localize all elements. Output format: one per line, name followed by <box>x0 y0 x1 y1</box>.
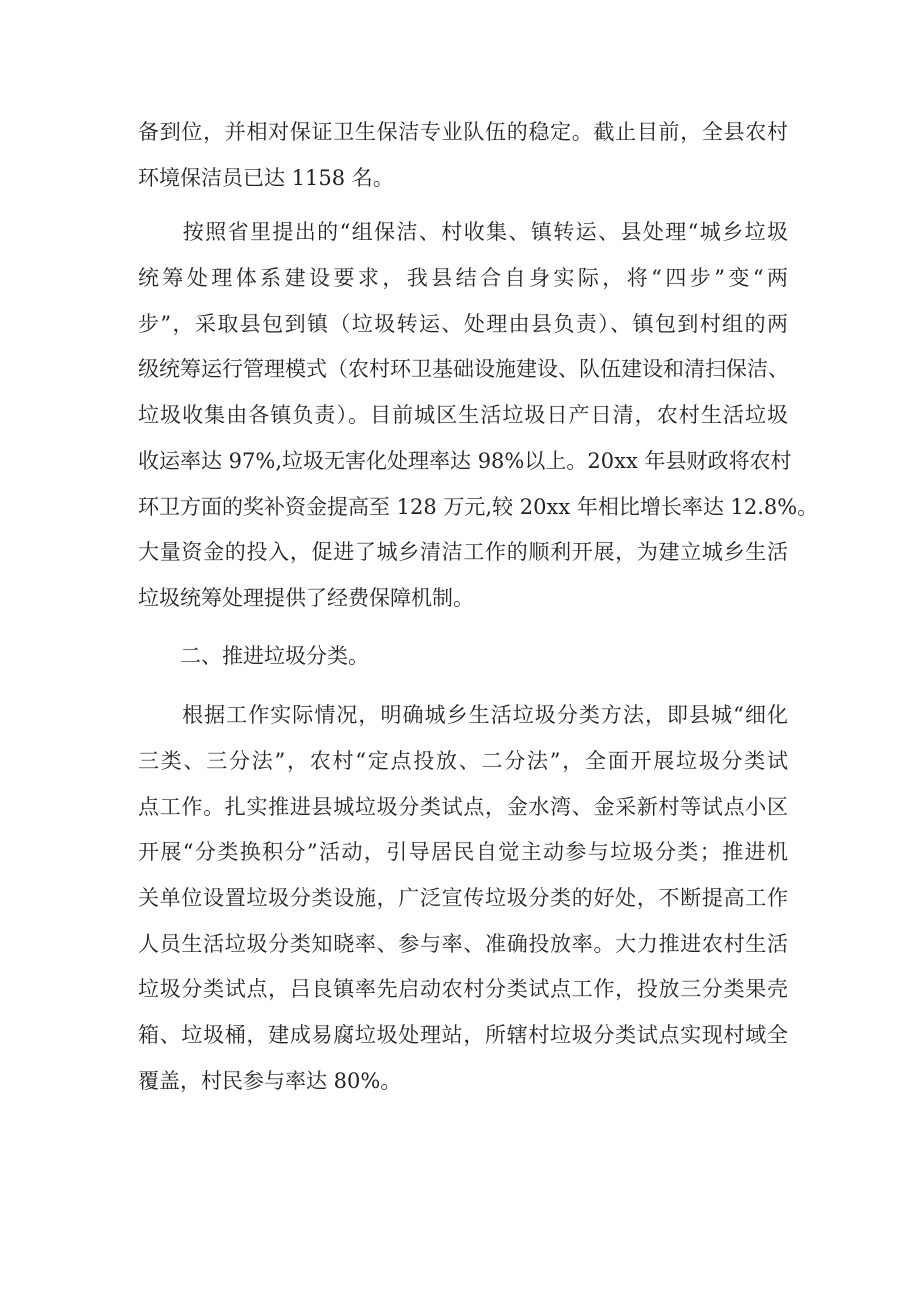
document-page <box>138 110 819 1104</box>
text-line: 按照省里提出的“组保洁、村收集、镇转运、县处理“城乡垃圾 <box>138 220 788 245</box>
paragraph-3 <box>138 693 788 1104</box>
text-line: 步”，采取县包到镇（垃圾转运、处理由县负责）、镇包到村组的两 <box>138 311 788 336</box>
section-heading: 二、推进垃圾分类。 <box>138 643 369 668</box>
text-line: 关单位设置垃圾分类设施，广泛宣传垃圾分类的好处，不断提高工作 <box>138 886 788 910</box>
text-line: 垃圾统筹处理提供了经费保障机制。 <box>138 585 474 610</box>
text-line: 收运率达 97%,垃圾无害化处理率达 98%以上。20xx 年县财政将农村 <box>138 448 792 473</box>
paragraph-2 <box>138 210 819 621</box>
text-line: 开展“分类换积分”活动，引导居民自觉主动参与垃圾分类；推进机 <box>138 840 788 865</box>
text-line: 垃圾分类试点，吕良镇率先启动农村分类试点工作，投放三分类果壳 <box>138 977 788 1002</box>
text-line: 覆盖，村民参与率达 80%。 <box>138 1068 402 1093</box>
text-line: 垃圾收集由各镇负责）。目前城区生活垃圾日产日清，农村生活垃圾 <box>138 403 788 428</box>
text-line: 点工作。扎实推进县城垃圾分类试点，金水湾、金采新村等试点小区 <box>138 794 788 819</box>
text-line: 环境保洁员已达 1158 名。 <box>138 165 394 190</box>
paragraph-1 <box>138 110 788 201</box>
text-line: 备到位，并相对保证卫生保洁专业队伍的稳定。截止目前，全县农村 <box>138 120 788 144</box>
text-line: 大量资金的投入，促进了城乡清洁工作的顺利开展，为建立城乡生活 <box>138 540 788 565</box>
text-line: 级统筹运行管理模式（农村环卫基础设施建设、队伍建设和清扫保洁、 <box>138 357 789 382</box>
text-line: 箱、垃圾桶，建成易腐垃圾处理站，所辖村垃圾分类试点实现村域全 <box>138 1023 788 1048</box>
text-line: 人员生活垃圾分类知晓率、参与率、准确投放率。大力推进农村生活 <box>138 931 788 956</box>
text-line: 统筹处理体系建设要求，我县结合自身实际，将“四步”变“两 <box>138 266 788 291</box>
text-line: 环卫方面的奖补资金提高至 128 万元,较 20xx 年相比增长率达 12.8%。 <box>138 494 819 519</box>
text-line: 根据工作实际情况，明确城乡生活垃圾分类方法，即县城“细化 <box>138 703 788 728</box>
text-line: 三类、三分法”，农村“定点投放、二分法”，全面开展垃圾分类试 <box>138 748 788 773</box>
